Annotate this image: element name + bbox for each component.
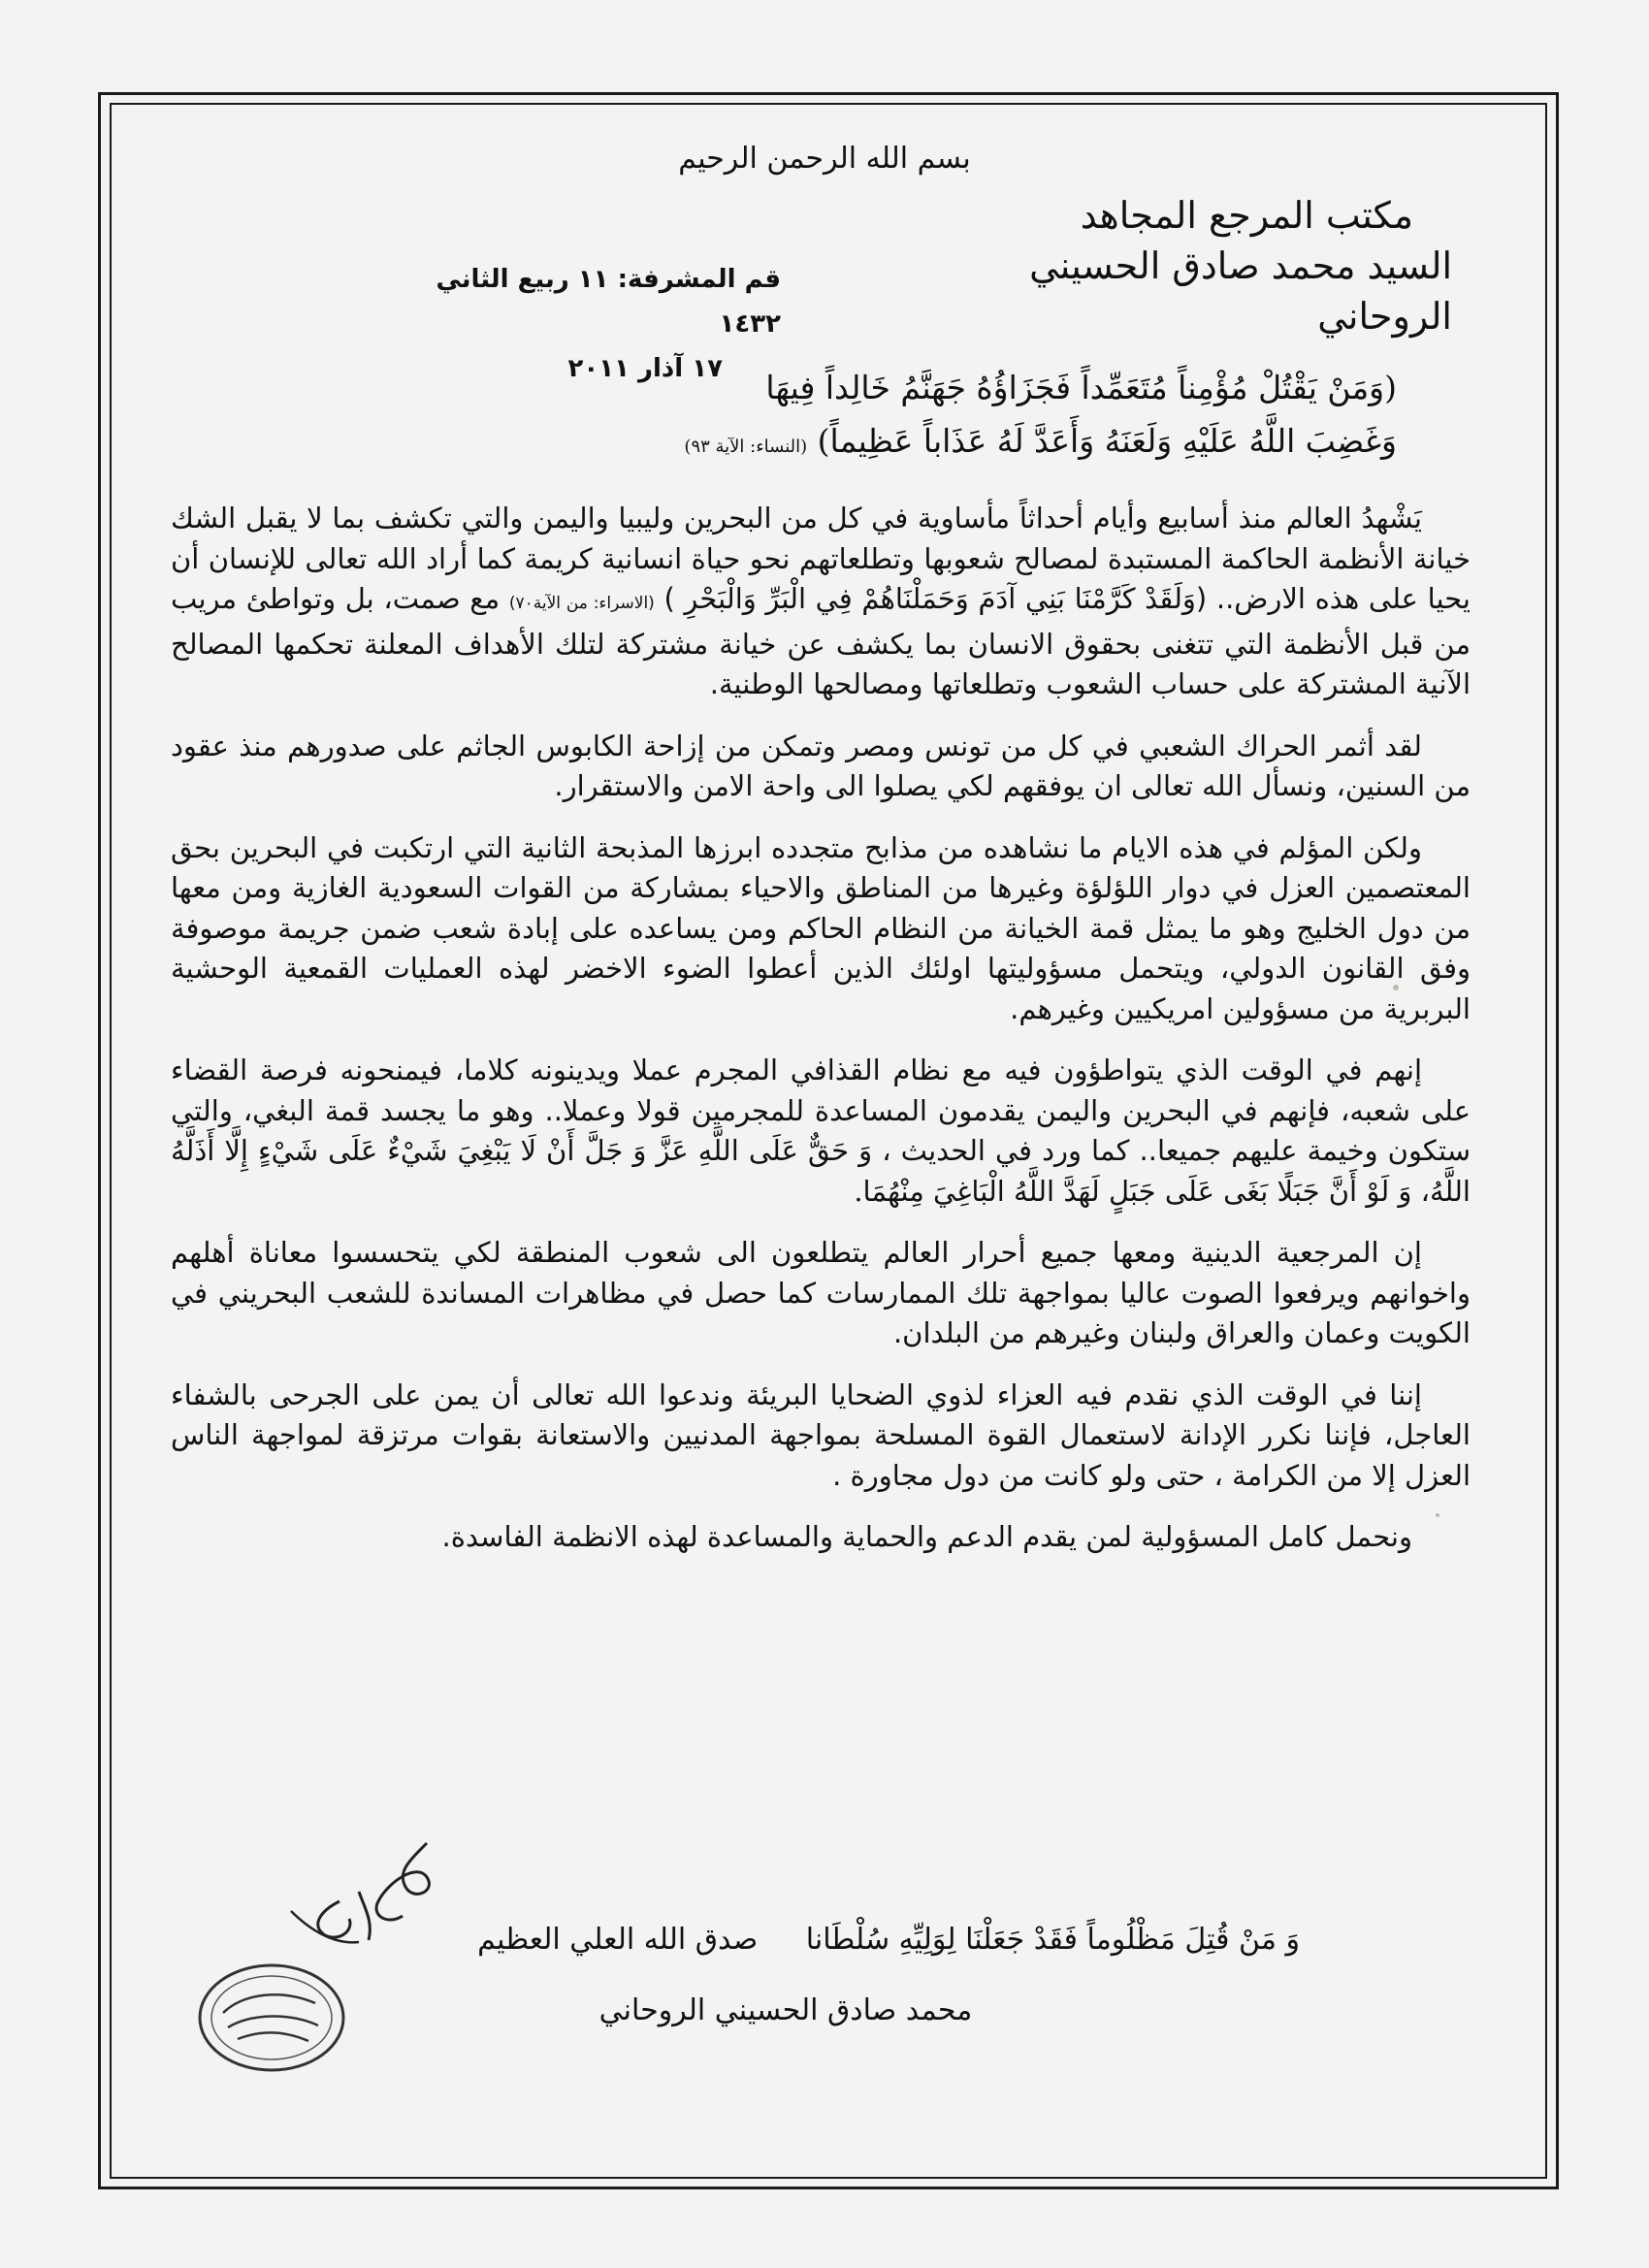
paragraph-2: لقد أثمر الحراك الشعبي في كل من تونس ومصر وتمكن من إزاحة الكابوس الجاثم على صدورهم منذ عقود من السنين، ونسأل الله تعالى ان يوفقهم لكي يصلوا الى واحة الامن والاستقرار. <box>171 729 1471 802</box>
paragraph-3: ولكن المؤلم في هذه الايام ما نشاهده من مذابح متجدده ابرزها المذبحة الثانية التي ارتكبت في البحرين بحق المعتصمين العزل في دوار اللؤلؤة وغيرها من المناطق والاحياء بمشاركة من القوات السعودية الغازية ومن معها من دول الخليج وهو ما يمثل قمة الخيانة من النظام الحاكم ومن يساعده على إبادة شعب ضمن جريمة موصوفة وفق القانون الدولي، ويتحمل مسؤوليتها اولئك الذين أعطوا الضوء الاخضر لهذه العمليات القمعية الوحشية البربرية من مسؤولين امريكيين وغيرهم. <box>171 830 1471 1025</box>
basmala: بسم الله الرحمن الرحيم <box>678 142 971 176</box>
signatory-name: محمد صادق الحسيني الروحاني <box>598 1993 973 2027</box>
date-hijri: قم المشرفة: ١١ ربيع الثاني ١٤٣٢ <box>436 265 781 339</box>
office-title: مكتب المرجع المجاهد <box>1080 194 1413 237</box>
date-gregorian: ١٧ آذار ٢٠١١ <box>567 354 723 383</box>
paragraph-4-text: إنهم في الوقت الذي يتواطؤون فيه مع نظام القذافي المجرم عملا ويدينونه كلاما، فيمنحونه فرصة القضاء على شعبه، فإنهم في البحرين واليمن يقدمون المساعدة للمجرمين قولا وعملا.. وهو ما يجسد قمة البغي، والتي ستكون وخيمة عليهم جميعا.. كما ورد في الحديث ، <box>171 1053 1471 1167</box>
opening-verse-reference: (النساء: الآية ٩٣) <box>684 437 808 457</box>
paragraph-1-reference: (الاسراء: من الآية٧٠) <box>508 594 655 613</box>
paragraph-4-hadith: وَ حَقٌّ عَلَى اللَّهِ عَزَّ وَ جَلَّ أَنْ لَا يَبْغِيَ شَيْءٌ عَلَى شَيْءٍ إِلَّا أَذَلَّهُ اللَّهُ، وَ لَوْ أَنَّ جَبَلًا بَغَى عَلَى جَبَلٍ لَهَدَّ اللَّهُ الْبَاغِيَ مِنْهُمَا. <box>171 1134 1471 1208</box>
paragraph-5: إن المرجعية الدينية ومعها جميع أحرار العالم يتطلعون الى شعوب المنطقة لكي يتحسسوا معاناة أهلهم واخوانهم ويرفعوا الصوت عاليا بمواجهة تلك الممارسات كما حصل في مظاهرات المساندة للشعب البحريني في الكويت وعمان والعراق ولبنان وغيرهم من البلدان. <box>171 1236 1471 1349</box>
closing-sadaqa: صدق الله العلي العظيم <box>477 1923 759 1957</box>
paragraph-1-text-b: مع صمت، بل وتواطئ مريب من قبل الأنظمة التي تتغنى بحقوق الانسان بما يكشف عن خيانة مشتركة لتلك الأهداف المعلنة تحكمها المصالح الآنية المشتركة على حساب الشعوب وتطلعاتها ومصالحها الوطنية. <box>171 582 1471 700</box>
handwritten-signature <box>281 1833 456 1960</box>
paragraph-4 <box>171 1051 1471 1212</box>
opening-verse <box>330 361 1397 473</box>
letter-body <box>171 499 1471 1579</box>
opening-verse-line2-text: وَغَضِبَ اللَّهُ عَلَيْهِ وَلَعَنَهُ وَأَعَدَّ لَهُ عَذَاباً عَظِيماً) <box>817 422 1397 460</box>
office-heading <box>909 190 1452 341</box>
official-seal <box>194 1960 349 2076</box>
paragraph-1-text-a: يَشْهدُ العالم منذ أسابيع وأيام أحداثاً مأساوية في كل من البحرين وليبيا واليمن والتي تكشف بما لا يقبل الشك خيانة الأنظمة الحاكمة المستبدة لمصالح شعوبها وتطلعاتهم نحو حياة انسانية كريمة كما أراد الله تعالى للإنسان أن يحيا على هذه الارض.. (وَلَقَدْ كَرَّمْنَا بَنِي آدَمَ وَحَمَلْنَاهُمْ فِي الْبَرِّ وَالْبَحْرِ ) <box>171 502 1471 615</box>
paragraph-6: إننا في الوقت الذي نقدم فيه العزاء لذوي الضحايا البريئة وندعوا الله تعالى أن يمن على الجرحى بالشفاء العاجل، فإننا نكرر الإدانة لاستعمال القوة المسلحة بمواجهة المدنيين والاستعانة بقوات مرتزقة لمواجهة الناس العزل إلا من الكرامة ، حتى ولو كانت من دول مجاورة . <box>171 1377 1471 1492</box>
closing-verse <box>330 1916 1300 1964</box>
scan-speck <box>1393 985 1399 990</box>
office-name: السيد محمد صادق الحسيني الروحاني <box>1029 244 1452 338</box>
closing-verse-text: وَ مَنْ قُتِلَ مَظْلُوماً فَقَدْ جَعَلْنَا لِوَلِيِّهِ سُلْطَانا <box>805 1923 1300 1957</box>
opening-verse-line1: (وَمَنْ يَقْتُلْ مُؤْمِناً مُتَعَمِّداً فَجَزَاؤُهُ جَهَنَّمُ خَالِداً فِيهَا <box>765 369 1397 406</box>
opening-verse-line2 <box>330 414 1397 473</box>
paragraph-1 <box>171 499 1471 705</box>
paragraph-7: ونحمل كامل المسؤولية لمن يقدم الدعم والحماية والمساعدة لهذه الانظمة الفاسدة. <box>441 1520 1412 1553</box>
scan-speck <box>1436 1513 1439 1517</box>
